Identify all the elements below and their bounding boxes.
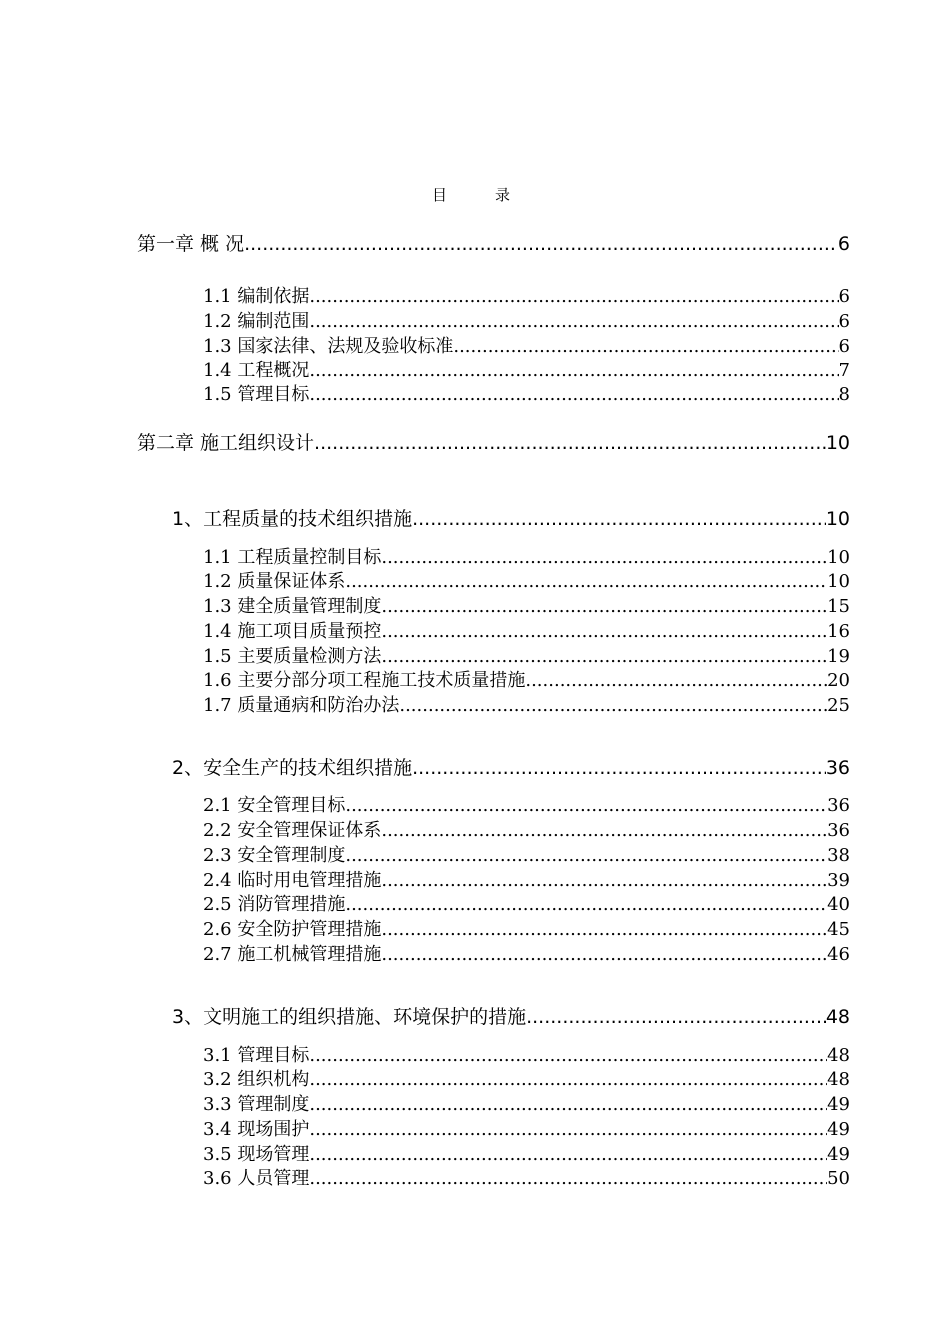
toc-page-number: 10 [827,571,850,591]
toc-chapter[interactable] [137,428,850,456]
toc-entry-title: 1.3 国家法律、法规及验收标准 [203,336,454,356]
toc-page-number: 10 [825,432,850,454]
dot-leader [381,870,827,890]
toc-entry-title: 3、文明施工的组织措施、环境保护的措施 [172,1006,527,1028]
toc-entry-title: 1.4 施工项目质量预控 [203,621,382,641]
toc-entry-title: 2.2 安全管理保证体系 [203,820,382,840]
toc-entry-title: 第一章 概 况 [137,233,245,255]
toc-entry-title: 2.1 安全管理目标 [203,795,346,815]
dot-leader [309,1069,827,1089]
dot-leader [399,695,827,715]
toc-page-number: 7 [838,360,850,380]
toc-subentry[interactable] [203,356,850,380]
toc-page-number: 50 [827,1168,850,1188]
toc-page-number: 45 [827,919,850,939]
toc-entry-title: 1.2 编制范围 [203,311,310,331]
toc-subentry[interactable] [203,592,850,616]
toc-page-number: 49 [827,1094,850,1114]
dot-leader [309,360,838,380]
dot-leader [309,286,838,306]
toc-entry-title: 2.6 安全防护管理措施 [203,919,382,939]
toc-entry-title: 1.5 管理目标 [203,384,310,404]
toc-entry-title: 2.7 施工机械管理措施 [203,944,382,964]
toc-subentry[interactable] [203,666,850,690]
toc-page-number: 49 [827,1119,850,1139]
dot-leader [345,795,827,815]
dot-leader [453,336,838,356]
toc-entry-title: 1、工程质量的技术组织措施 [172,508,413,530]
toc-subentry[interactable] [203,890,850,914]
toc-page-number: 19 [827,646,850,666]
toc-subentry[interactable] [203,866,850,890]
toc-page-number: 10 [825,508,850,530]
toc-page-number: 49 [827,1144,850,1164]
toc-subentry[interactable] [203,332,850,356]
toc-page-number: 40 [827,894,850,914]
dot-leader [381,820,827,840]
dot-leader [381,919,827,939]
toc-page-number: 15 [827,596,850,616]
toc-subentry[interactable] [203,940,850,964]
toc-entry-title: 第二章 施工组织设计 [137,432,315,454]
toc-entry-title: 3.1 管理目标 [203,1045,310,1065]
toc-entry-title: 1.2 质量保证体系 [203,571,346,591]
dot-leader [309,1168,827,1188]
toc-page-number: 6 [838,336,850,356]
dot-leader [412,508,826,530]
toc-subentry[interactable] [203,543,850,567]
toc-chapter[interactable] [137,229,850,257]
dot-leader [412,757,826,779]
toc-entry-title: 3.6 人员管理 [203,1168,310,1188]
toc-page-number: 8 [838,384,850,404]
toc-page-number: 6 [837,233,850,255]
toc-section[interactable] [172,1002,850,1030]
toc-page-number: 39 [827,870,850,890]
dot-leader [526,1006,826,1028]
dot-leader [244,233,838,255]
dot-leader [345,845,827,865]
toc-subentry[interactable] [203,841,850,865]
toc-page-number: 48 [827,1045,850,1065]
dot-leader [309,1094,827,1114]
toc-subentry[interactable] [203,380,850,404]
toc-page-number: 46 [827,944,850,964]
toc-page-number: 6 [838,286,850,306]
toc-entry-title: 2.5 消防管理措施 [203,894,346,914]
dot-leader [345,894,827,914]
toc-entry-title: 1.3 建全质量管理制度 [203,596,382,616]
toc-subentry[interactable] [203,1140,850,1164]
toc-subentry[interactable] [203,791,850,815]
toc-page-number: 25 [827,695,850,715]
toc-entry-title: 1.7 质量通病和防治办法 [203,695,400,715]
dot-leader [381,646,827,666]
toc-subentry[interactable] [203,642,850,666]
dot-leader [525,670,827,690]
toc-subentry[interactable] [203,307,850,331]
toc-section[interactable] [172,753,850,781]
toc-subentry[interactable] [203,567,850,591]
page-title: 目录 [431,186,558,204]
dot-leader [381,596,827,616]
toc-entry-title: 2.3 安全管理制度 [203,845,346,865]
toc-subentry[interactable] [203,1164,850,1188]
toc-entry-title: 1.4 工程概况 [203,360,310,380]
toc-page-number: 48 [827,1069,850,1089]
dot-leader [314,432,826,454]
toc-page-number: 10 [827,547,850,567]
toc-entry-title: 3.2 组织机构 [203,1069,310,1089]
toc-page-number: 20 [827,670,850,690]
toc-entry-title: 3.3 管理制度 [203,1094,310,1114]
toc-subentry[interactable] [203,1090,850,1114]
toc-entry-title: 1.1 编制依据 [203,286,310,306]
toc-entry-title: 1.6 主要分部分项工程施工技术质量措施 [203,670,526,690]
toc-entry-title: 1.5 主要质量检测方法 [203,646,382,666]
dot-leader [381,547,827,567]
dot-leader [381,621,827,641]
toc-entry-title: 2、安全生产的技术组织措施 [172,757,413,779]
toc-entry-title: 3.4 现场围护 [203,1119,310,1139]
dot-leader [309,384,838,404]
toc-page-number: 36 [827,820,850,840]
toc-subentry[interactable] [203,915,850,939]
toc-page-number: 48 [825,1006,850,1028]
toc-entry-title: 2.4 临时用电管理措施 [203,870,382,890]
toc-page-number: 16 [827,621,850,641]
toc-page-number: 36 [827,795,850,815]
toc-page-number: 38 [827,845,850,865]
toc-page-number: 36 [825,757,850,779]
dot-leader [381,944,827,964]
toc-subentry[interactable] [203,1115,850,1139]
dot-leader [309,311,838,331]
toc-entry-title: 3.5 现场管理 [203,1144,310,1164]
dot-leader [309,1119,827,1139]
toc-subentry[interactable] [203,816,850,840]
toc-subentry[interactable] [203,1065,850,1089]
dot-leader [309,1144,827,1164]
toc-entry-title: 1.1 工程质量控制目标 [203,547,382,567]
dot-leader [309,1045,827,1065]
dot-leader [345,571,827,591]
toc-section[interactable] [172,504,850,532]
toc-page-number: 6 [838,311,850,331]
toc-subentry[interactable] [203,691,850,715]
toc-subentry[interactable] [203,282,850,306]
toc-subentry[interactable] [203,617,850,641]
toc-subentry[interactable] [203,1041,850,1065]
